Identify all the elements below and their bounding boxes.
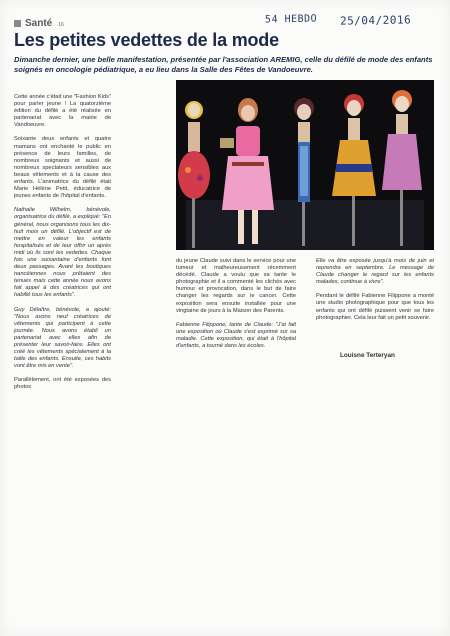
paragraph: du jeune Claude suivi dans le service pour une tumeur et malheureusement récemment décédé. Claude a voulu que sa tante le photographie et il a commenté les clichés avec humour et provocation, dans le but de faire changer les regards sur le cancer. Cette exposition sera ensuite installée pour une vingtaine de jours à la Maison des Parents. (176, 258, 296, 314)
paragraph: Nathalie Wilhelm, bénévole, organisatrice du défilé, a expliqué: "En général, nous organisons tous les dix-huit mois un défilé. L'objectif est de mettre en valeur les enfants hospitalisés et de leur offrir un après midi où ils sont les vedettes. Chaque fois une soixantaine d'enfants font deux passages. Avant les boutiques nancéiennes nous prêtaient des tenues mais cette année nous avons fait appel à des créatrices qui ont habillé tous les enfants". (14, 207, 111, 299)
article-photo (176, 80, 434, 250)
paragraph: Pendant le défilé Fabienne Filippone a monté une studio photographique pour que tous les enfants qui ont défilé puissent venir se faire photographier. Cela leur fait un petit souvenir. (316, 293, 434, 321)
paragraph: Cette année c'était une "Fashion Kids" pour parler jeune ! La quatorzième édition du défilé a été réalisée en partenariat avec la mairie de Vandoeuvre. (14, 94, 111, 129)
article-lede: Dimanche dernier, une belle manifestation, présentée par l'association AREMIG, celle du défilé de mode des enfants soignés en oncologie pédiatrique, a eu lieu dans la Salle des Fêtes de Vandoeuvre. (14, 55, 433, 74)
paragraph: Guy Délaître, bénévole, a ajouté: "Nous avons neuf créatrices de vêtements qui participent à cette journée. Nous avons établi un partenariat avec elles afin de présenter leur savoir-faire. Elles ont créé les vêtements spécialement à la taille des enfants. Ensuite, ces habits vont être mis en vente". (14, 306, 111, 370)
mannequins-photo-illustration (176, 80, 434, 250)
handwritten-source: 54 HEBDO (264, 13, 318, 26)
handwritten-date: 25/04/2016 (339, 13, 412, 28)
paragraph: Elle va être exposée jusqu'à mois de juin et reprendra en septembre. Le message de Claude changer le regard sur les enfants malades, continue à vivre". (316, 258, 434, 286)
article-headline: Les petites vedettes de la mode (14, 30, 279, 50)
article-byline: Louisne Terteryan (340, 352, 395, 359)
paragraph: Soixante deux enfants et quatre mamans ont enchanté le public en présence de leurs familles, de nombreux soignants et aussi de nombreux spectateurs sensibles aux beaux vêtements et à la cause des enfants. L'animatrice du défilé était Marie Hélène Petit, éducatrice de jeunes enfants de l'hôpital d'enfants. (14, 136, 111, 200)
paragraph: Parallèlement, ont été exposées des photos (14, 377, 111, 391)
article-column-1 (14, 94, 111, 399)
section-rubric (14, 18, 64, 29)
rubric-square-icon (14, 20, 21, 27)
paragraph: Fabienne Filippone, tante de Claude: "J'ai fait une exposition où Claude s'est exprimé sur sa maladie. Cette exposition, qui était à l'hôpital d'enfants, a tourné dans les écoles. (176, 321, 296, 350)
article-column-2 (176, 258, 296, 357)
article-column-3 (316, 258, 434, 329)
rubric-label: Santé (25, 18, 53, 29)
page-number: 16 (58, 22, 64, 28)
